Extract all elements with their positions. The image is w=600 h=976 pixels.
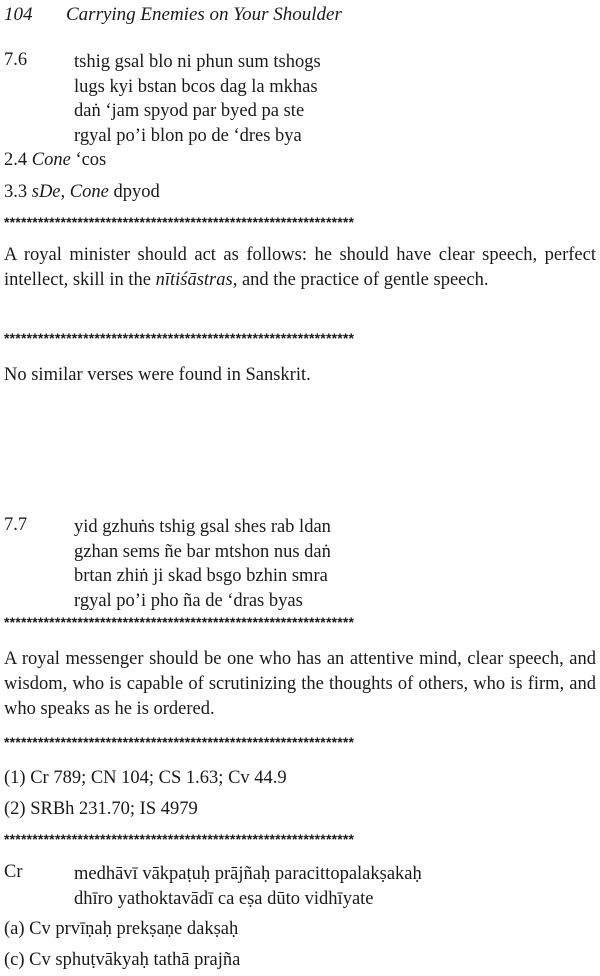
verse-number: 7.7 bbox=[4, 515, 28, 535]
variant-note: 2.4 Cone ‘cos bbox=[4, 150, 107, 170]
verse-line: rgyal po’i blon po de ‘dres bya bbox=[74, 125, 302, 146]
variant-reading: (a) Cv prvīṇaḥ prekṣaṇe dakṣaḥ bbox=[4, 919, 239, 939]
translation-paragraph: A royal minister should act as follows: he should have clear speech, perfect intellect, skill in the nītiśāstras, and the practice of gentle speech. bbox=[4, 245, 596, 290]
verse-line: tshig gsal blo ni phun sum tshogs bbox=[74, 52, 321, 72]
tibetan-verse bbox=[74, 50, 321, 148]
variant-reading: (c) Cv sphuṭvākyaḥ tathā prajña bbox=[4, 950, 241, 970]
verse-number: 7.6 bbox=[4, 50, 28, 70]
translation-paragraph: A royal messenger should be one who has an attentive mind, clear speech, and wisdom, who is capable of scrutinizing the thoughts of others, who is firm, and who speaks as he is ordered. bbox=[4, 649, 596, 719]
verse-line: lugs kyi bstan bcos dag la mkhas bbox=[74, 76, 318, 97]
verse-line: yid gzhuṅs tshig gsal shes rab ldan bbox=[74, 517, 331, 537]
running-header bbox=[4, 4, 342, 26]
verse-line: brtan zhiṅ ji skad bsgo bzhin smra bbox=[74, 566, 328, 586]
sanskrit-term: nītiśāstras bbox=[155, 270, 233, 290]
separator: ************************************************************** bbox=[4, 614, 355, 630]
separator: ************************************************************** bbox=[4, 831, 355, 847]
running-title: Carrying Enemies on Your Shoulder bbox=[66, 4, 342, 25]
page-number: 104 bbox=[4, 4, 33, 25]
verse-line: daṅ ‘jam spyod par byed pa ste bbox=[74, 101, 305, 121]
source-label: Cr bbox=[4, 862, 23, 882]
verse-line: medhāvī vākpaṭuḥ prājñaḥ paracittopalakṣakaḥ bbox=[74, 864, 422, 884]
separator: ************************************************************** bbox=[4, 214, 355, 230]
sanskrit-verse bbox=[74, 862, 422, 911]
reference-line: (2) SRBh 231.70; IS 4979 bbox=[4, 799, 198, 819]
verse-line: dhīro yathoktavādī ca eṣa dūto vidhīyate bbox=[74, 888, 374, 909]
verse-line: rgyal po’i pho ña de ‘dras byas bbox=[74, 590, 303, 611]
tibetan-verse bbox=[74, 515, 331, 613]
separator: ************************************************************** bbox=[4, 330, 355, 346]
separator: ************************************************************** bbox=[4, 734, 355, 750]
reference-line: (1) Cr 789; CN 104; CS 1.63; Cv 44.9 bbox=[4, 768, 287, 788]
verse-line: gzhan sems ñe bar mtshon nus daṅ bbox=[74, 541, 331, 562]
note-text: No similar verses were found in Sanskrit. bbox=[4, 365, 311, 385]
variant-note: 3.3 sDe, Cone dpyod bbox=[4, 182, 160, 202]
